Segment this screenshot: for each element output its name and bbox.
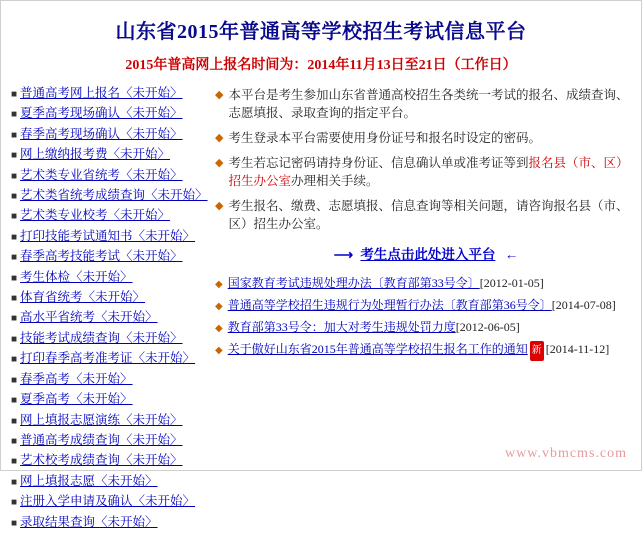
document-date: [2012-06-05] [455, 320, 520, 334]
diamond-icon: ◆ [215, 200, 224, 212]
list-item[interactable] [11, 186, 208, 206]
diamond-icon: ◆ [215, 89, 224, 101]
list-item[interactable] [11, 308, 205, 328]
list-item[interactable] [11, 268, 205, 288]
list-item[interactable] [11, 411, 205, 431]
page-title: 山东省2015年普通高等学校招生考试信息平台 [115, 21, 527, 43]
list-item[interactable] [11, 349, 205, 369]
instruction-item [215, 154, 635, 190]
document-link[interactable]: 国家教育考试违规处理办法〔教育部第33号令〕 [227, 276, 480, 290]
instruction-text: 考生登录本平台需要使用身份证号和报名时设定的密码。 [228, 131, 541, 145]
bullet-icon: ■ [11, 129, 18, 141]
link-label[interactable]: 艺术类专业校考〈未开始〉 [20, 208, 171, 223]
bullet-icon: ■ [11, 497, 18, 509]
bullet-icon: ■ [11, 333, 18, 345]
link-label[interactable]: 技能考试成绩查询〈未开始〉 [20, 330, 183, 345]
document-date: [2014-07-08] [551, 298, 616, 312]
bullet-icon: ■ [11, 374, 18, 386]
list-item[interactable] [11, 390, 205, 410]
bullet-icon: ■ [11, 89, 18, 100]
link-label[interactable]: 春季高考〈未开始〉 [20, 371, 133, 386]
enter-platform-row[interactable] [215, 243, 635, 263]
list-item[interactable] [11, 145, 205, 165]
link-label[interactable]: 普通高考成绩查询〈未开始〉 [20, 432, 183, 447]
link-label[interactable]: 打印春季高考准考证〈未开始〉 [20, 351, 196, 366]
link-label[interactable]: 夏季高考现场确认〈未开始〉 [20, 106, 183, 121]
instruction-text-pre: 考生若忘记密码请持身份证、信息确认单或准考证等到 [228, 156, 529, 170]
instruction-text-post: 办理相关手续。 [290, 174, 379, 188]
instruction-text: 本平台是考生参加山东省普通高校招生各类统一考试的报名、成绩查询、志愿填报、录取查询的指定平台。 [228, 88, 629, 120]
link-label[interactable]: 网上缴纳报考费〈未开始〉 [20, 147, 171, 162]
instruction-text-mixed [228, 154, 635, 190]
link-label[interactable]: 春季高考现场确认〈未开始〉 [20, 126, 183, 141]
link-label[interactable]: 注册入学申请及确认〈未开始〉 [20, 494, 196, 509]
bullet-icon: ■ [11, 170, 18, 182]
list-item[interactable] [215, 339, 635, 361]
new-badge: 新 [530, 341, 544, 361]
document-list [215, 273, 635, 361]
list-item[interactable] [11, 206, 205, 226]
bullet-icon: ■ [11, 293, 18, 305]
link-label[interactable]: 艺术类省统考成绩查询〈未开始〉 [20, 188, 208, 203]
bullet-icon: ■ [11, 435, 18, 447]
bullet-icon: ■ [11, 395, 18, 407]
bullet-icon: ■ [11, 191, 18, 203]
instruction-item [215, 197, 635, 233]
bullet-icon: ■ [11, 150, 18, 162]
list-item[interactable] [11, 125, 205, 145]
list-item[interactable] [11, 451, 205, 471]
link-label[interactable]: 春季高考技能考试〈未开始〉 [20, 249, 183, 264]
list-item[interactable] [11, 247, 205, 267]
enter-platform-link[interactable]: 考生点击此处进入平台 [360, 247, 496, 262]
instruction-item [215, 86, 635, 122]
instruction-text-highlight: 报名县（市、区）招生办公室 [228, 156, 629, 188]
diamond-icon: ◆ [215, 279, 223, 290]
main-content [1, 80, 641, 533]
bullet-icon: ■ [11, 272, 18, 284]
list-item[interactable] [11, 472, 205, 492]
list-item[interactable] [11, 513, 205, 533]
list-item[interactable] [11, 288, 205, 308]
diamond-icon: ◆ [215, 157, 224, 169]
list-item[interactable] [11, 370, 205, 390]
link-label[interactable]: 考生体检〈未开始〉 [20, 269, 133, 284]
registration-period-notice: 2015年普高网上报名时间为：2014年11月13日至21日（工作日） [125, 58, 517, 73]
link-label[interactable]: 网上填报志愿〈未开始〉 [20, 473, 158, 488]
list-item[interactable] [11, 227, 205, 247]
instructions-list [215, 86, 635, 233]
bullet-icon: ■ [11, 354, 18, 366]
bullet-icon: ■ [11, 415, 18, 427]
diamond-icon: ◆ [215, 132, 224, 144]
right-panel [205, 84, 635, 361]
bullet-icon: ■ [11, 476, 18, 488]
list-item[interactable] [11, 166, 205, 186]
list-item[interactable] [11, 329, 205, 349]
bullet-icon: ■ [11, 211, 18, 223]
document-link[interactable]: 关于傲好山东省2015年普通高等学校招生报名工作的通知 [227, 342, 528, 356]
list-item[interactable] [11, 104, 205, 124]
link-label[interactable]: 夏季高考〈未开始〉 [20, 392, 133, 407]
arrow-left-icon: ← [504, 247, 517, 262]
bullet-icon: ■ [11, 456, 18, 468]
document-date: [2014-11-12] [545, 342, 610, 356]
bullet-icon: ■ [11, 313, 18, 325]
link-label[interactable]: 高水平省统考〈未开始〉 [20, 310, 158, 325]
link-label[interactable]: 艺术校考成绩查询〈未开始〉 [20, 453, 183, 468]
link-label[interactable]: 体育省统考〈未开始〉 [20, 290, 146, 305]
bullet-icon: ■ [11, 109, 18, 121]
document-link[interactable]: 教育部第33号令：加大对考生违规处罚力度 [227, 320, 456, 334]
diamond-icon: ◆ [215, 301, 223, 312]
bullet-icon: ■ [11, 231, 18, 243]
link-label[interactable]: 打印技能考试通知书〈未开始〉 [20, 228, 196, 243]
list-item[interactable] [215, 317, 635, 339]
document-date: [2012-01-05] [479, 276, 544, 290]
link-label[interactable]: 录取结果查询〈未开始〉 [20, 514, 158, 529]
link-label[interactable]: 普通高考网上报名〈未开始〉 [20, 86, 183, 100]
arrow-right-icon: ⟶ [333, 247, 352, 262]
link-label[interactable]: 网上填报志愿演练〈未开始〉 [20, 412, 183, 427]
list-item[interactable] [11, 431, 205, 451]
instruction-text: 考生报名、缴费、志愿填报、信息查询等相关问题，请咨询报名县（市、区）招生办公室。 [228, 199, 629, 231]
diamond-icon: ◆ [215, 323, 223, 334]
bullet-icon: ■ [11, 517, 18, 529]
link-label[interactable]: 艺术类专业省统考〈未开始〉 [20, 167, 183, 182]
list-item[interactable] [11, 492, 205, 512]
instruction-item [215, 129, 635, 147]
list-item[interactable] [11, 84, 205, 104]
watermark: www.vbmcms.com [505, 446, 627, 461]
diamond-icon: ◆ [215, 345, 223, 356]
left-link-list [7, 84, 208, 533]
document-link[interactable]: 普通高等学校招生违规行为处理暂行办法〔教育部第36号令〕 [227, 298, 552, 312]
list-item[interactable] [215, 295, 635, 317]
bullet-icon: ■ [11, 252, 18, 264]
list-item[interactable] [215, 273, 635, 295]
